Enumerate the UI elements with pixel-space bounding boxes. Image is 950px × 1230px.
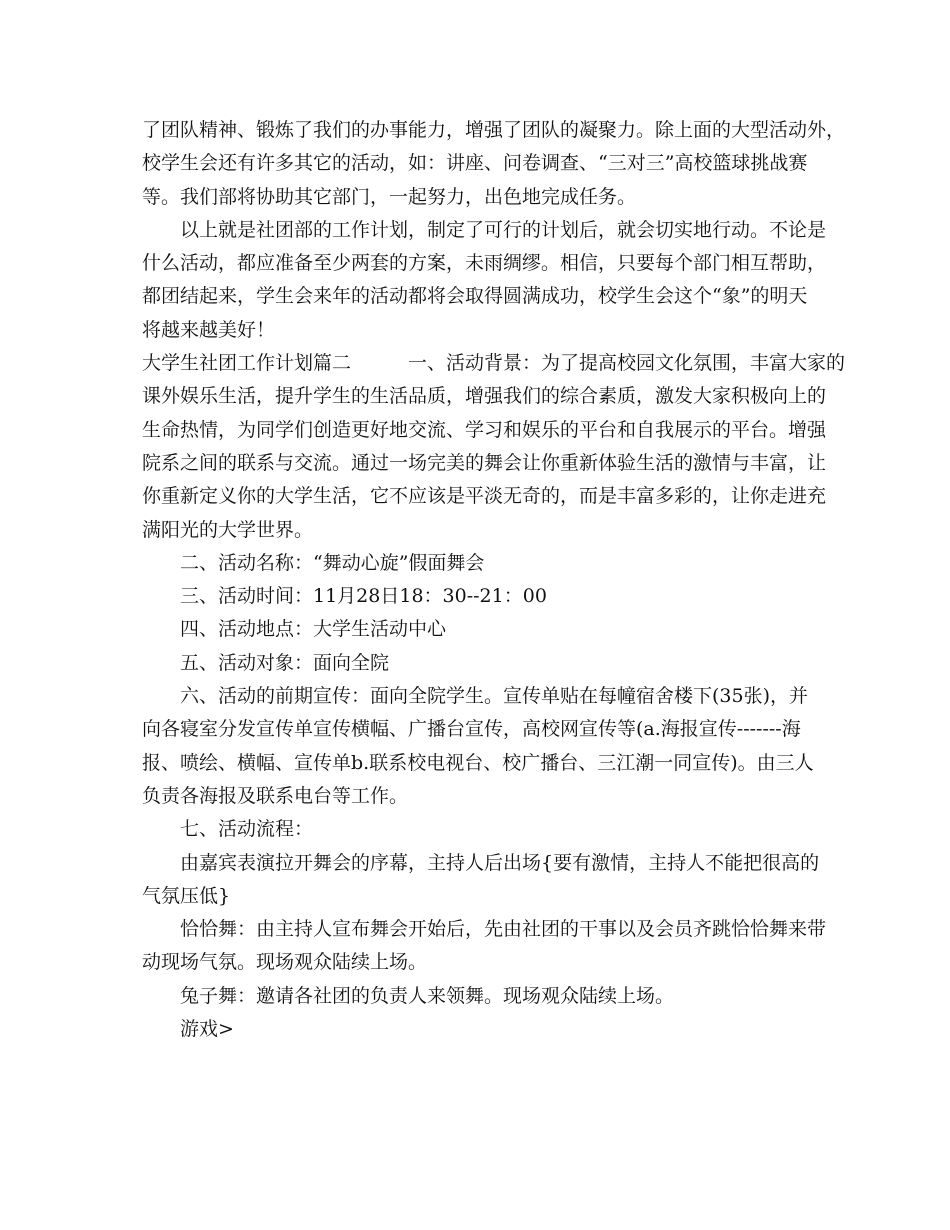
- text-line: 什么活动，都应准备至少两套的方案，未雨绸缪。相信，只要每个部门相互帮助，: [142, 252, 827, 275]
- text-line: 等。我们部将协助其它部门，一起努力，出色地完成任务。: [142, 185, 637, 208]
- text-line: 由嘉宾表演拉开舞会的序幕，主持人后出场{要有激情，主持人不能把很高的: [180, 851, 820, 874]
- text-line: 了团队精神、锻炼了我们的办事能力，增强了团队的凝聚力。除上面的大型活动外，: [142, 119, 846, 141]
- text-line: 七、活动流程：: [180, 818, 314, 841]
- text-line: 动现场气氛。现场观众陆续上场。: [142, 951, 428, 974]
- document-body: [142, 114, 846, 1046]
- text-line: 气氛压低}: [142, 884, 231, 907]
- text-line: 满阳光的大学世界。: [142, 518, 314, 541]
- text-line: 报、喷绘、横幅、宣传单b.联系校电视台、校广播台、三江潮一同宣传)。由三人: [142, 751, 814, 774]
- text-line: 课外娱乐生活，提升学生的生活品质，增强我们的综合素质，激发大家积极向上的: [142, 385, 827, 408]
- text-line: 向各寝室分发宣传单宣传横幅、广播台宣传，高校网宣传等(a.海报宣传-------海: [142, 718, 801, 741]
- text-line: 都团结起来，学生会来年的活动都将会取得圆满成功，校学生会这个“象”的明天: [142, 285, 808, 308]
- text-line: 生命热情，为同学们创造更好地交流、学习和娱乐的平台和自我展示的平台。增强: [142, 418, 827, 441]
- text-line: 游戏>: [180, 1018, 234, 1041]
- text-line: 院系之间的联系与交流。通过一场完美的舞会让你重新体验生活的激情与丰富，让: [142, 451, 827, 474]
- text-line: 六、活动的前期宣传：面向全院学生。宣传单贴在每幢宿舍楼下(35张)，并: [180, 685, 809, 708]
- text-line: 大学生社团工作计划篇二 一、活动背景：为了提高校园文化氛围，丰富大家的: [142, 352, 846, 375]
- text-line: 将越来越美好！: [142, 318, 276, 341]
- text-line: 负责各海报及联系电台等工作。: [142, 784, 409, 807]
- text-line: 五、活动对象：面向全院: [180, 651, 390, 674]
- text-line: 恰恰舞：由主持人宣布舞会开始后，先由社团的干事以及会员齐跳恰恰舞来带: [180, 918, 827, 941]
- text-line: 二、活动名称：“舞动心旋”假面舞会: [180, 551, 485, 574]
- text-line: 三、活动时间：11月28日18：30--21：00: [180, 585, 547, 608]
- text-line: 兔子舞：邀请各社团的负责人来领舞。现场观众陆续上场。: [180, 984, 675, 1007]
- text-line: 你重新定义你的大学生活，它不应该是平淡无奇的，而是丰富多彩的，让你走进充: [142, 485, 827, 508]
- text-line: 四、活动地点：大学生活动中心: [180, 618, 447, 641]
- text-line: 以上就是社团部的工作计划，制定了可行的计划后，就会切实地行动。不论是: [180, 218, 827, 241]
- text-line: 校学生会还有许多其它的活动，如：讲座、问卷调查、“三对三”高校篮球挑战赛: [142, 152, 808, 175]
